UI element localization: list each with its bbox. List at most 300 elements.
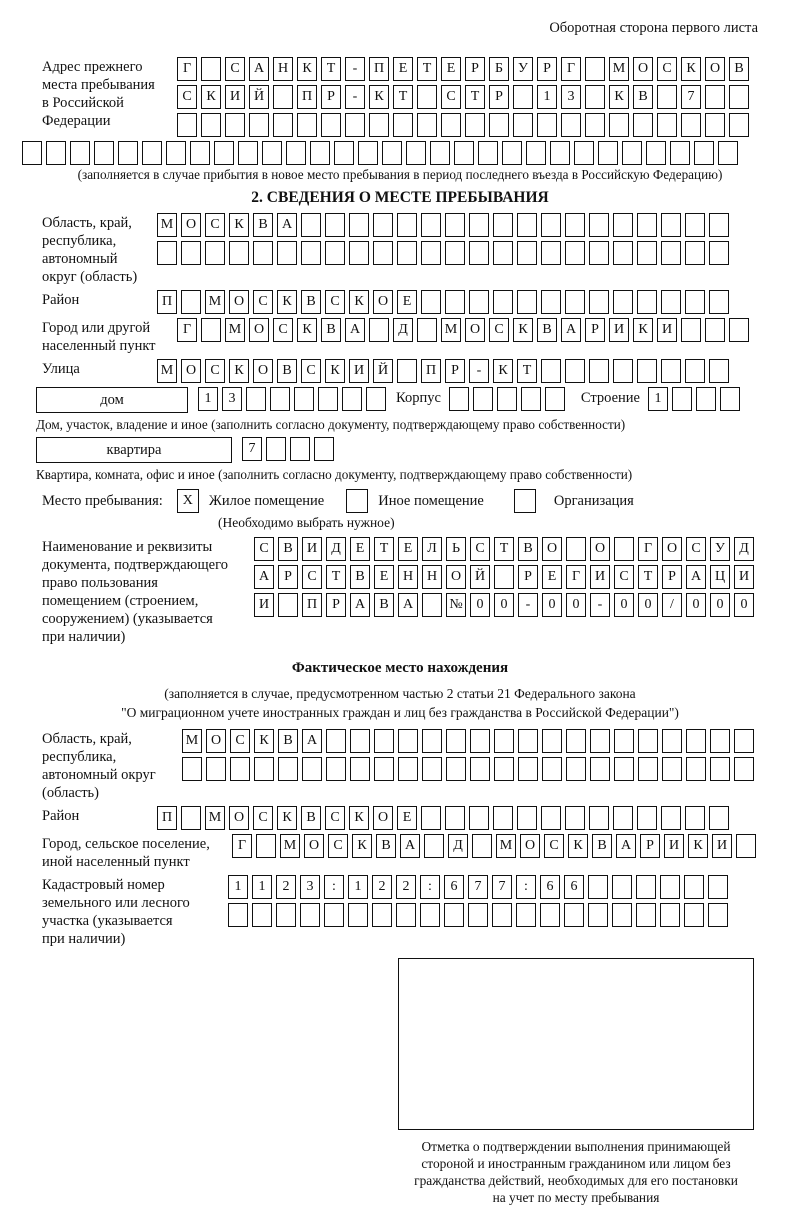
char-cell[interactable] — [229, 241, 249, 265]
char-cell[interactable] — [589, 213, 609, 237]
char-cell[interactable]: Й — [249, 85, 269, 109]
char-cell[interactable]: С — [205, 359, 225, 383]
char-cell[interactable] — [374, 729, 394, 753]
char-cell[interactable]: Р — [518, 565, 538, 589]
char-cell[interactable] — [94, 141, 114, 165]
char-cell[interactable] — [598, 141, 618, 165]
char-cell[interactable] — [565, 241, 585, 265]
char-cell[interactable] — [734, 729, 754, 753]
char-cell[interactable] — [614, 729, 634, 753]
char-cell[interactable]: П — [157, 806, 177, 830]
char-cell[interactable] — [256, 834, 276, 858]
char-cell[interactable] — [278, 757, 298, 781]
char-cell[interactable] — [705, 113, 725, 137]
char-cell[interactable]: Т — [465, 85, 485, 109]
char-cell[interactable] — [637, 241, 657, 265]
char-cell[interactable]: 0 — [614, 593, 634, 617]
char-cell[interactable] — [517, 241, 537, 265]
char-cell[interactable]: В — [350, 565, 370, 589]
char-cell[interactable]: Л — [422, 537, 442, 561]
char-cell[interactable] — [588, 903, 608, 927]
char-cell[interactable] — [446, 757, 466, 781]
char-cell[interactable] — [398, 729, 418, 753]
char-cell[interactable]: Р — [465, 57, 485, 81]
char-cell[interactable]: В — [729, 57, 749, 81]
char-cell[interactable] — [326, 729, 346, 753]
char-cell[interactable] — [657, 113, 677, 137]
char-cell[interactable]: К — [277, 806, 297, 830]
char-cell[interactable] — [521, 387, 541, 411]
char-cell[interactable]: И — [590, 565, 610, 589]
char-cell[interactable]: В — [376, 834, 396, 858]
char-cell[interactable] — [326, 757, 346, 781]
char-cell[interactable] — [301, 213, 321, 237]
char-cell[interactable] — [421, 806, 441, 830]
char-cell[interactable]: У — [513, 57, 533, 81]
char-cell[interactable] — [472, 834, 492, 858]
char-cell[interactable]: - — [518, 593, 538, 617]
char-cell[interactable]: О — [253, 359, 273, 383]
char-cell[interactable] — [720, 387, 740, 411]
char-cell[interactable]: К — [201, 85, 221, 109]
char-cell[interactable] — [638, 757, 658, 781]
char-cell[interactable]: И — [225, 85, 245, 109]
char-cell[interactable] — [493, 241, 513, 265]
char-cell[interactable] — [373, 213, 393, 237]
char-cell[interactable]: Д — [326, 537, 346, 561]
char-cell[interactable]: Е — [393, 57, 413, 81]
char-cell[interactable] — [228, 903, 248, 927]
char-cell[interactable] — [230, 757, 250, 781]
char-cell[interactable] — [494, 729, 514, 753]
char-cell[interactable] — [637, 290, 657, 314]
char-cell[interactable]: К — [349, 290, 369, 314]
char-cell[interactable] — [589, 359, 609, 383]
char-cell[interactable] — [661, 213, 681, 237]
char-cell[interactable]: С — [441, 85, 461, 109]
char-cell[interactable] — [398, 757, 418, 781]
char-cell[interactable] — [454, 141, 474, 165]
char-cell[interactable] — [541, 290, 561, 314]
char-cell[interactable] — [201, 57, 221, 81]
char-cell[interactable] — [709, 213, 729, 237]
char-cell[interactable] — [493, 806, 513, 830]
char-cell[interactable]: Д — [448, 834, 468, 858]
char-cell[interactable] — [614, 537, 634, 561]
char-cell[interactable] — [637, 213, 657, 237]
char-cell[interactable] — [541, 806, 561, 830]
char-cell[interactable]: 2 — [396, 875, 416, 899]
char-cell[interactable]: М — [205, 290, 225, 314]
char-cell[interactable]: Е — [397, 806, 417, 830]
char-cell[interactable] — [613, 290, 633, 314]
char-cell[interactable] — [181, 806, 201, 830]
char-cell[interactable] — [729, 318, 749, 342]
char-cell[interactable] — [46, 141, 66, 165]
char-cell[interactable] — [205, 241, 225, 265]
char-cell[interactable]: О — [373, 806, 393, 830]
char-cell[interactable] — [541, 213, 561, 237]
char-cell[interactable]: С — [325, 806, 345, 830]
char-cell[interactable]: И — [302, 537, 322, 561]
char-cell[interactable]: Г — [177, 57, 197, 81]
char-cell[interactable]: М — [225, 318, 245, 342]
char-cell[interactable]: С — [301, 359, 321, 383]
char-cell[interactable]: К — [297, 57, 317, 81]
char-cell[interactable] — [422, 593, 442, 617]
char-cell[interactable] — [513, 85, 533, 109]
char-cell[interactable]: М — [609, 57, 629, 81]
char-cell[interactable]: Г — [232, 834, 252, 858]
char-cell[interactable]: Й — [470, 565, 490, 589]
char-cell[interactable] — [661, 359, 681, 383]
char-cell[interactable]: К — [254, 729, 274, 753]
char-cell[interactable] — [613, 213, 633, 237]
char-cell[interactable]: М — [441, 318, 461, 342]
char-cell[interactable]: П — [297, 85, 317, 109]
char-cell[interactable]: Т — [517, 359, 537, 383]
char-cell[interactable] — [542, 729, 562, 753]
char-cell[interactable] — [565, 806, 585, 830]
char-cell[interactable]: 3 — [222, 387, 242, 411]
char-cell[interactable] — [286, 141, 306, 165]
char-cell[interactable]: К — [493, 359, 513, 383]
checkbox-other-premises[interactable] — [346, 489, 368, 513]
char-cell[interactable]: А — [277, 213, 297, 237]
char-cell[interactable] — [397, 241, 417, 265]
char-cell[interactable] — [276, 903, 296, 927]
char-cell[interactable] — [614, 757, 634, 781]
char-cell[interactable]: С — [177, 85, 197, 109]
char-cell[interactable] — [565, 213, 585, 237]
char-cell[interactable] — [729, 85, 749, 109]
char-cell[interactable] — [348, 903, 368, 927]
char-cell[interactable] — [709, 806, 729, 830]
char-cell[interactable]: П — [421, 359, 441, 383]
char-cell[interactable] — [422, 757, 442, 781]
char-cell[interactable] — [545, 387, 565, 411]
char-cell[interactable]: - — [345, 57, 365, 81]
char-cell[interactable]: А — [249, 57, 269, 81]
char-cell[interactable] — [589, 241, 609, 265]
char-cell[interactable] — [321, 113, 341, 137]
house-type-box[interactable]: дом — [36, 387, 188, 413]
char-cell[interactable] — [685, 806, 705, 830]
char-cell[interactable] — [636, 903, 656, 927]
char-cell[interactable] — [585, 85, 605, 109]
char-cell[interactable]: К — [352, 834, 372, 858]
char-cell[interactable]: - — [590, 593, 610, 617]
char-cell[interactable] — [646, 141, 666, 165]
char-cell[interactable]: С — [657, 57, 677, 81]
char-cell[interactable]: М — [182, 729, 202, 753]
char-cell[interactable] — [685, 359, 705, 383]
char-cell[interactable] — [492, 903, 512, 927]
char-cell[interactable] — [710, 757, 730, 781]
char-cell[interactable] — [420, 903, 440, 927]
char-cell[interactable] — [277, 241, 297, 265]
char-cell[interactable] — [181, 290, 201, 314]
char-cell[interactable]: А — [400, 834, 420, 858]
char-cell[interactable] — [681, 318, 701, 342]
char-cell[interactable]: М — [205, 806, 225, 830]
char-cell[interactable] — [494, 757, 514, 781]
char-cell[interactable] — [157, 241, 177, 265]
char-cell[interactable] — [661, 290, 681, 314]
char-cell[interactable]: Е — [542, 565, 562, 589]
char-cell[interactable] — [670, 141, 690, 165]
char-cell[interactable] — [585, 113, 605, 137]
char-cell[interactable] — [449, 387, 469, 411]
char-cell[interactable] — [541, 241, 561, 265]
char-cell[interactable] — [612, 875, 632, 899]
char-cell[interactable]: О — [446, 565, 466, 589]
char-cell[interactable]: В — [633, 85, 653, 109]
char-cell[interactable] — [444, 903, 464, 927]
char-cell[interactable]: Р — [445, 359, 465, 383]
char-cell[interactable]: О — [705, 57, 725, 81]
char-cell[interactable] — [518, 757, 538, 781]
char-cell[interactable]: Ь — [446, 537, 466, 561]
char-cell[interactable]: 6 — [564, 875, 584, 899]
char-cell[interactable]: М — [157, 213, 177, 237]
char-cell[interactable] — [729, 113, 749, 137]
char-cell[interactable] — [709, 241, 729, 265]
char-cell[interactable] — [278, 593, 298, 617]
char-cell[interactable] — [177, 113, 197, 137]
char-cell[interactable] — [373, 241, 393, 265]
char-cell[interactable]: Г — [638, 537, 658, 561]
char-cell[interactable] — [686, 757, 706, 781]
char-cell[interactable] — [518, 729, 538, 753]
char-cell[interactable]: Т — [374, 537, 394, 561]
char-cell[interactable] — [637, 359, 657, 383]
char-cell[interactable] — [430, 141, 450, 165]
char-cell[interactable] — [350, 729, 370, 753]
char-cell[interactable] — [493, 290, 513, 314]
char-cell[interactable] — [252, 903, 272, 927]
char-cell[interactable] — [70, 141, 90, 165]
char-cell[interactable] — [684, 903, 704, 927]
char-cell[interactable]: О — [229, 806, 249, 830]
char-cell[interactable] — [300, 903, 320, 927]
char-cell[interactable]: Г — [177, 318, 197, 342]
char-cell[interactable] — [446, 729, 466, 753]
char-cell[interactable]: И — [712, 834, 732, 858]
char-cell[interactable]: 6 — [444, 875, 464, 899]
char-cell[interactable] — [709, 290, 729, 314]
char-cell[interactable]: О — [520, 834, 540, 858]
char-cell[interactable]: Р — [662, 565, 682, 589]
char-cell[interactable]: А — [345, 318, 365, 342]
char-cell[interactable] — [302, 757, 322, 781]
char-cell[interactable] — [469, 290, 489, 314]
char-cell[interactable]: С — [302, 565, 322, 589]
char-cell[interactable] — [478, 141, 498, 165]
char-cell[interactable]: К — [688, 834, 708, 858]
char-cell[interactable]: В — [537, 318, 557, 342]
char-cell[interactable] — [342, 387, 362, 411]
char-cell[interactable]: С — [328, 834, 348, 858]
char-cell[interactable] — [334, 141, 354, 165]
char-cell[interactable]: 0 — [638, 593, 658, 617]
char-cell[interactable] — [397, 359, 417, 383]
char-cell[interactable]: Р — [537, 57, 557, 81]
char-cell[interactable]: С — [225, 57, 245, 81]
char-cell[interactable]: К — [633, 318, 653, 342]
char-cell[interactable] — [469, 806, 489, 830]
char-cell[interactable] — [696, 387, 716, 411]
char-cell[interactable] — [249, 113, 269, 137]
char-cell[interactable]: О — [542, 537, 562, 561]
char-cell[interactable]: О — [465, 318, 485, 342]
char-cell[interactable]: В — [374, 593, 394, 617]
char-cell[interactable]: 1 — [348, 875, 368, 899]
char-cell[interactable]: О — [373, 290, 393, 314]
char-cell[interactable]: 0 — [542, 593, 562, 617]
char-cell[interactable] — [201, 113, 221, 137]
char-cell[interactable]: 7 — [681, 85, 701, 109]
char-cell[interactable]: М — [157, 359, 177, 383]
char-cell[interactable]: С — [254, 537, 274, 561]
char-cell[interactable] — [314, 437, 334, 461]
char-cell[interactable] — [517, 290, 537, 314]
char-cell[interactable] — [657, 85, 677, 109]
char-cell[interactable] — [470, 729, 490, 753]
char-cell[interactable]: О — [633, 57, 653, 81]
char-cell[interactable] — [589, 290, 609, 314]
char-cell[interactable] — [182, 757, 202, 781]
char-cell[interactable] — [622, 141, 642, 165]
char-cell[interactable] — [708, 903, 728, 927]
char-cell[interactable] — [246, 387, 266, 411]
char-cell[interactable] — [694, 141, 714, 165]
char-cell[interactable]: - — [345, 85, 365, 109]
char-cell[interactable]: Р — [585, 318, 605, 342]
char-cell[interactable]: 3 — [561, 85, 581, 109]
char-cell[interactable]: Н — [422, 565, 442, 589]
char-cell[interactable]: С — [253, 290, 273, 314]
char-cell[interactable]: А — [398, 593, 418, 617]
char-cell[interactable]: Р — [326, 593, 346, 617]
char-cell[interactable] — [254, 757, 274, 781]
char-cell[interactable]: И — [349, 359, 369, 383]
char-cell[interactable] — [238, 141, 258, 165]
char-cell[interactable]: Г — [566, 565, 586, 589]
char-cell[interactable]: 6 — [540, 875, 560, 899]
char-cell[interactable]: С — [614, 565, 634, 589]
char-cell[interactable] — [382, 141, 402, 165]
char-cell[interactable] — [253, 241, 273, 265]
char-cell[interactable] — [638, 729, 658, 753]
char-cell[interactable]: А — [350, 593, 370, 617]
char-cell[interactable]: К — [325, 359, 345, 383]
char-cell[interactable]: : — [516, 875, 536, 899]
char-cell[interactable] — [297, 113, 317, 137]
char-cell[interactable]: А — [254, 565, 274, 589]
char-cell[interactable] — [637, 806, 657, 830]
char-cell[interactable] — [517, 806, 537, 830]
char-cell[interactable]: 1 — [648, 387, 668, 411]
char-cell[interactable] — [672, 387, 692, 411]
char-cell[interactable] — [564, 903, 584, 927]
char-cell[interactable] — [393, 113, 413, 137]
char-cell[interactable] — [660, 903, 680, 927]
char-cell[interactable] — [310, 141, 330, 165]
char-cell[interactable]: О — [662, 537, 682, 561]
char-cell[interactable] — [206, 757, 226, 781]
char-cell[interactable] — [372, 903, 392, 927]
char-cell[interactable] — [588, 875, 608, 899]
char-cell[interactable]: Е — [441, 57, 461, 81]
char-cell[interactable] — [190, 141, 210, 165]
char-cell[interactable] — [441, 113, 461, 137]
char-cell[interactable]: 0 — [734, 593, 754, 617]
char-cell[interactable]: К — [297, 318, 317, 342]
char-cell[interactable]: П — [302, 593, 322, 617]
char-cell[interactable] — [685, 213, 705, 237]
char-cell[interactable]: Т — [417, 57, 437, 81]
char-cell[interactable]: И — [664, 834, 684, 858]
char-cell[interactable]: К — [277, 290, 297, 314]
char-cell[interactable] — [609, 113, 629, 137]
char-cell[interactable]: Т — [393, 85, 413, 109]
char-cell[interactable] — [421, 290, 441, 314]
char-cell[interactable]: С — [205, 213, 225, 237]
char-cell[interactable]: 0 — [686, 593, 706, 617]
char-cell[interactable] — [705, 318, 725, 342]
char-cell[interactable]: П — [157, 290, 177, 314]
char-cell[interactable] — [662, 757, 682, 781]
apartment-type-box[interactable]: квартира — [36, 437, 232, 463]
char-cell[interactable] — [710, 729, 730, 753]
char-cell[interactable] — [266, 437, 286, 461]
char-cell[interactable]: 7 — [242, 437, 262, 461]
char-cell[interactable] — [613, 806, 633, 830]
char-cell[interactable] — [590, 757, 610, 781]
char-cell[interactable] — [685, 290, 705, 314]
char-cell[interactable]: К — [513, 318, 533, 342]
char-cell[interactable] — [374, 757, 394, 781]
char-cell[interactable] — [493, 213, 513, 237]
char-cell[interactable]: О — [181, 213, 201, 237]
char-cell[interactable]: А — [686, 565, 706, 589]
char-cell[interactable] — [513, 113, 533, 137]
char-cell[interactable] — [350, 757, 370, 781]
char-cell[interactable] — [397, 213, 417, 237]
char-cell[interactable]: У — [710, 537, 730, 561]
char-cell[interactable]: А — [302, 729, 322, 753]
char-cell[interactable]: С — [470, 537, 490, 561]
char-cell[interactable]: И — [609, 318, 629, 342]
char-cell[interactable] — [565, 290, 585, 314]
char-cell[interactable] — [542, 757, 562, 781]
checkbox-residential[interactable]: X — [177, 489, 199, 513]
char-cell[interactable] — [118, 141, 138, 165]
char-cell[interactable]: О — [304, 834, 324, 858]
char-cell[interactable]: И — [734, 565, 754, 589]
char-cell[interactable]: 1 — [228, 875, 248, 899]
char-cell[interactable] — [417, 318, 437, 342]
char-cell[interactable] — [366, 387, 386, 411]
char-cell[interactable]: 0 — [494, 593, 514, 617]
char-cell[interactable]: М — [496, 834, 516, 858]
char-cell[interactable] — [705, 85, 725, 109]
char-cell[interactable]: К — [229, 359, 249, 383]
char-cell[interactable] — [613, 359, 633, 383]
char-cell[interactable] — [445, 806, 465, 830]
char-cell[interactable]: 1 — [198, 387, 218, 411]
